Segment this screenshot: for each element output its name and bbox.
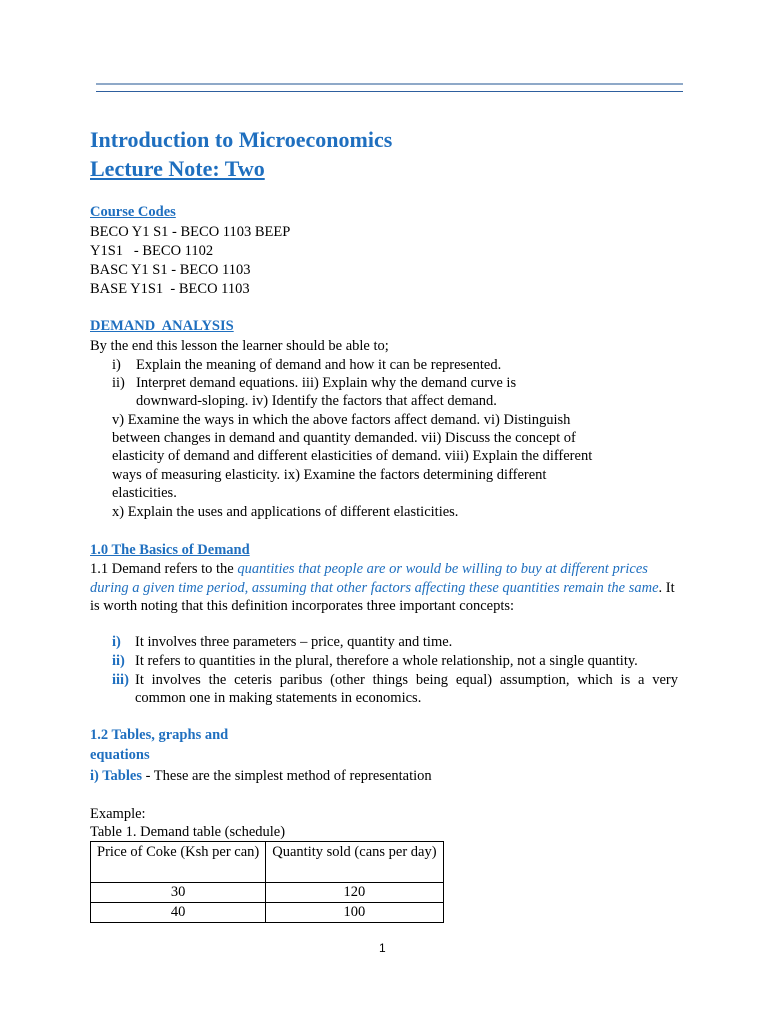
- tables-label: i) Tables: [90, 768, 142, 784]
- table-cell: 30: [91, 883, 266, 903]
- page-number: 1: [379, 941, 386, 955]
- basics-heading: 1.0 The Basics of Demand: [90, 542, 250, 558]
- objective-number: ii): [112, 375, 125, 391]
- table-cell: 40: [91, 903, 266, 923]
- concept-text: It involves three parameters – price, quantity and time.: [135, 634, 453, 650]
- table-cell: 100: [266, 903, 443, 923]
- table-row: [91, 883, 444, 903]
- definition-suffix: . It is worth noting that this definition incorporates three important concepts:: [90, 579, 675, 614]
- table-caption: Table 1. Demand table (schedule): [90, 824, 286, 840]
- table-header-row: [91, 842, 444, 883]
- example-label: Example:: [90, 806, 146, 822]
- objective-continuation: v) Examine the ways in which the above factors affect demand. vi) Distinguish: [112, 412, 571, 428]
- tables-description: - These are the simplest method of representation: [141, 768, 432, 784]
- course-code-line: BASE Y1S1 - BECO 1103: [90, 281, 250, 297]
- objective-continuation: ways of measuring elasticity. ix) Examine the factors determining different: [112, 467, 547, 483]
- document-title: Introduction to Microeconomics: [90, 127, 393, 152]
- demand-table: [90, 841, 444, 923]
- definition-italic: quantities that people are or would be willing to buy at different prices during a given time period, assuming that other factors affecting these quantities remain the same: [90, 561, 659, 596]
- table-header-cell: Price of Coke (Ksh per can): [91, 842, 266, 883]
- objective-number: i): [112, 357, 121, 373]
- tables-graphs-heading: 1.2 Tables, graphs and: [90, 727, 229, 743]
- concept-text: It refers to quantities in the plural, therefore a whole relationship, not a single quantity.: [135, 653, 638, 669]
- course-code-line: BECO Y1 S1 - BECO 1103 BEEP: [90, 224, 291, 240]
- objective-continuation: elasticity of demand and different elasticities of demand. viii) Explain the different: [112, 448, 593, 464]
- concept-text: It involves the ceteris paribus (other things being equal) assumption, which is a very common one in making statements in economics.: [135, 672, 678, 706]
- tables-graphs-heading-cont: equations: [90, 747, 150, 763]
- concept-number: i): [112, 634, 121, 650]
- table-header-cell: Quantity sold (cans per day): [266, 842, 443, 883]
- tables-method-line: [90, 767, 432, 785]
- table-row: [91, 903, 444, 923]
- objective-continuation: elasticities.: [112, 485, 177, 501]
- objective-text: Explain the meaning of demand and how it can be represented.: [136, 357, 502, 373]
- course-code-line: Y1S1 - BECO 1102: [90, 243, 214, 259]
- concept-number: ii): [112, 653, 125, 669]
- document-subtitle: Lecture Note: Two: [90, 156, 265, 181]
- course-codes-heading: Course Codes: [90, 204, 176, 220]
- course-code-line: BASC Y1 S1 - BECO 1103: [90, 262, 251, 278]
- objective-continuation: x) Explain the uses and applications of different elasticities.: [112, 504, 459, 520]
- objective-text: Interpret demand equations. iii) Explain why the demand curve is: [136, 375, 517, 391]
- demand-analysis-heading: DEMAND ANALYSIS: [90, 318, 234, 334]
- objective-continuation: downward-sloping. iv) Identify the factors that affect demand.: [136, 393, 497, 409]
- concept-number: iii): [112, 672, 129, 688]
- table-cell: 120: [266, 883, 443, 903]
- objective-continuation: between changes in demand and quantity demanded. vii) Discuss the concept of: [112, 430, 576, 446]
- demand-definition: [90, 560, 680, 616]
- header-rule-bottom: [96, 91, 683, 92]
- definition-prefix: 1.1 Demand refers to the: [90, 561, 238, 577]
- objectives-intro: By the end this lesson the learner should be able to;: [90, 338, 389, 354]
- header-rule-top: [96, 83, 683, 85]
